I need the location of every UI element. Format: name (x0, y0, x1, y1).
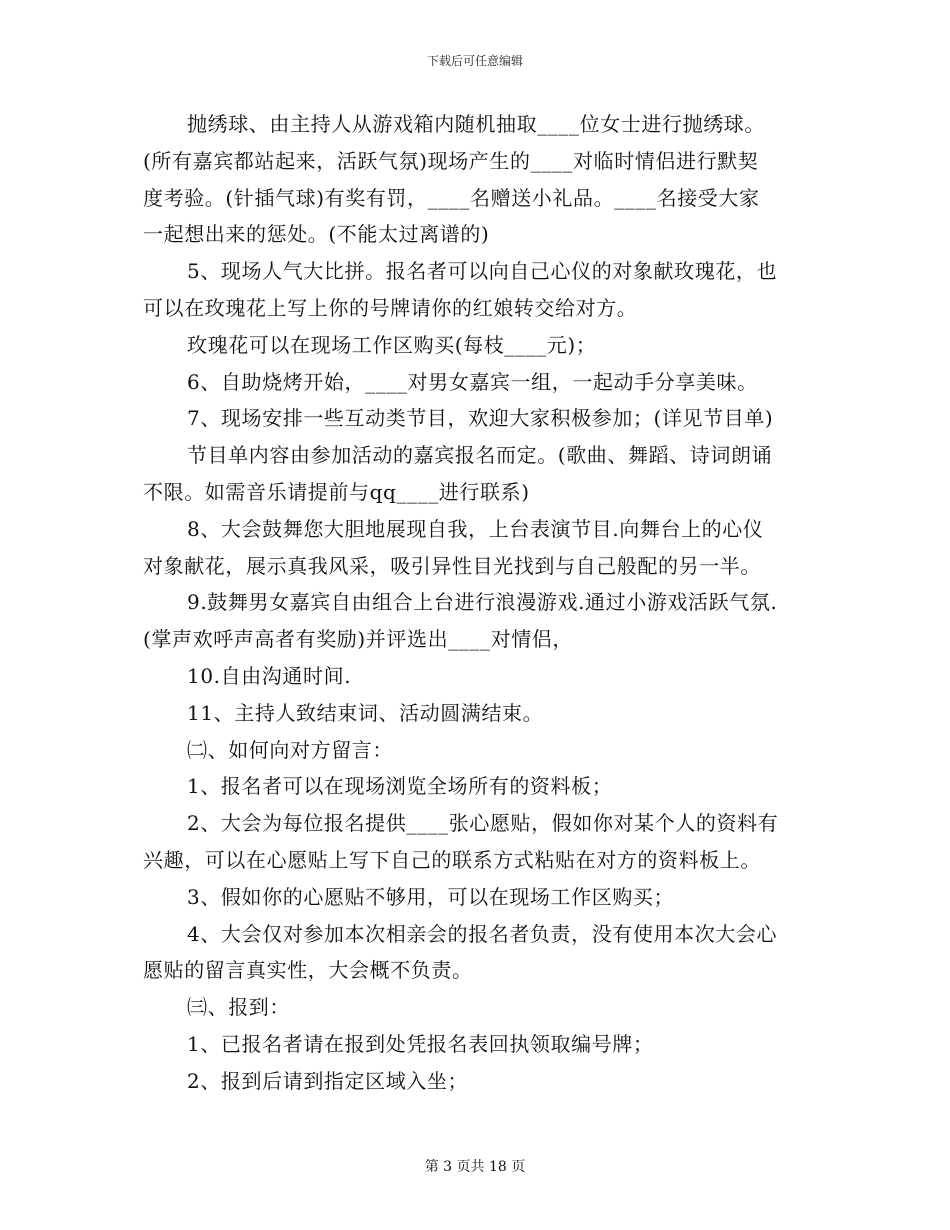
text-line: 1、报名者可以在现场浏览全场所有的资料板； (187, 774, 613, 799)
text-line: 度考验。(针插气球)有奖有罚，____名赠送小礼品。____名接受大家 (143, 185, 760, 210)
text-line: ㈡、如何向对方留言： (187, 737, 393, 762)
text-line: 6、自助烧烤开始，____对男女嘉宾一组，一起动手分享美味。 (187, 369, 758, 394)
page-header: 下载后可任意编辑 (426, 54, 523, 68)
text-line: 2、大会为每位报名提供____张心愿贴，假如你对某个人的资料有 (187, 811, 779, 836)
text-line: 抛绣球、由主持人从游戏箱内随机抽取____位女士进行抛绣球。 (187, 112, 765, 136)
text-line: 兴趣，可以在心愿贴上写下自己的联系方式粘贴在对方的资料板上。 (143, 847, 761, 872)
text-line: (所有嘉宾都站起来，活跃气氛)现场产生的____对临时情侣进行默契 (143, 148, 759, 173)
text-line: 愿贴的留言真实性，大会概不负责。 (143, 958, 473, 983)
text-line: 对象献花，展示真我风采，吸引异性目光找到与自己般配的另一半。 (143, 553, 761, 578)
document-body (143, 106, 815, 1100)
text-line: 7、现场安排一些互动类节目，欢迎大家积极参加；(详见节目单) (187, 406, 774, 431)
text-line: 3、假如你的心愿贴不够用，可以在现场工作区购买； (187, 884, 675, 909)
text-line: (掌声欢呼声高者有奖励)并评选出____对情侣， (143, 627, 574, 652)
text-line: ㈢、报到： (187, 995, 290, 1020)
text-line: 可以在玫瑰花上写上你的号牌请你的红娘转交给对方。 (143, 295, 638, 320)
text-line: 4、大会仅对参加本次相亲会的报名者负责，没有使用本次大会心 (187, 921, 778, 946)
text-line: 2、报到后请到指定区域入坐； (187, 1068, 469, 1093)
text-line: 一起想出来的惩处。(不能太过离谱的) (143, 222, 490, 247)
text-line: 9.鼓舞男女嘉宾自由组合上台进行浪漫游戏.通过小游戏活跃气氛. (187, 590, 778, 615)
text-line: 不限。如需音乐请提前与qq____进行联系) (143, 479, 530, 504)
text-line: 11、主持人致结束词、活动圆满结束。 (187, 700, 544, 725)
text-line: 8、大会鼓舞您大胆地展现自我，上台表演节目.向舞台上的心仪 (187, 516, 764, 541)
page-footer: 第 3 页共 18 页 (424, 1159, 526, 1175)
text-line: 5、现场人气大比拼。报名者可以向自己心仪的对象献玫瑰花，也 (187, 259, 778, 284)
text-line: 玫瑰花可以在现场工作区购买(每枝____元)； (187, 332, 597, 357)
text-line: 节目单内容由参加活动的嘉宾报名而定。(歌曲、舞蹈、诗词朗诵 (187, 443, 773, 468)
text-line: 10.自由沟通时间. (187, 663, 352, 688)
text-line: 1、已报名者请在报到处凭报名表回执领取编号牌； (187, 1031, 654, 1056)
